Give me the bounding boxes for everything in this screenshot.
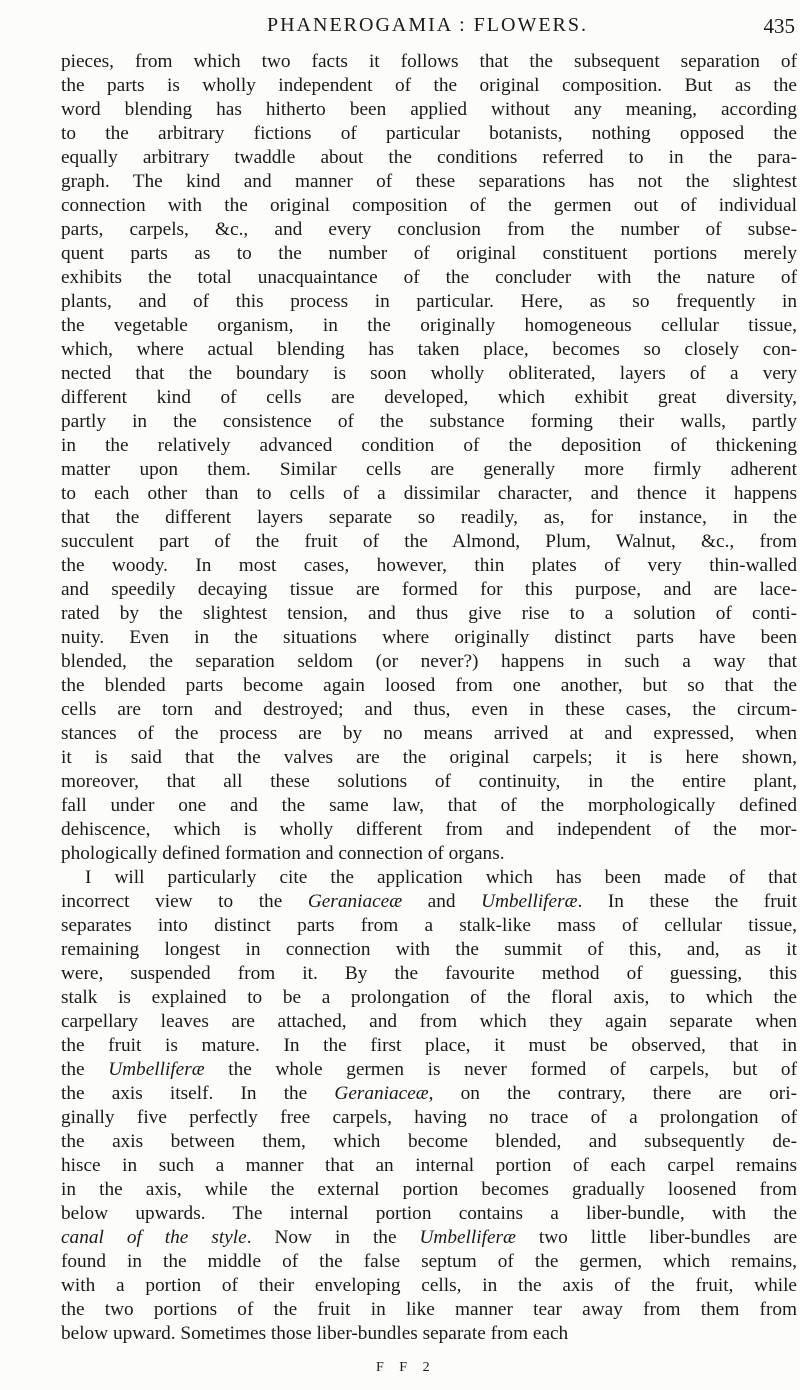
text-line: to the arbitrary fictions of particular botanists, nothing opposed the [61, 123, 797, 144]
text-line: the parts is wholly independent of the original composition. But as the [61, 75, 797, 96]
text-line: were, suspended from it. By the favourite method of guessing, this [61, 963, 797, 984]
text-line: found in the middle of the false septum of the germen, which remains, [61, 1251, 797, 1272]
text-line: ginally five perfectly free carpels, having no trace of a prolongation of [61, 1107, 797, 1128]
text-line: equally arbitrary twaddle about the conditions referred to in the para- [61, 147, 797, 168]
text-line: canal of the style. Now in the Umbelliferæ two little liber-bundles are [61, 1227, 797, 1248]
text-line: remaining longest in connection with the summit of this, and, as it [61, 939, 797, 960]
text-line: the axis between them, which become blended, and subsequently de- [61, 1131, 797, 1152]
text-line: partly in the consistence of the substance forming their walls, partly [61, 411, 797, 432]
text-line: the woody. In most cases, however, thin plates of very thin-walled [61, 555, 797, 576]
text-line: the blended parts become again loosed from one another, but so that the [61, 675, 797, 696]
text-line: nected that the boundary is soon wholly obliterated, layers of a very [61, 363, 797, 384]
text-line: the Umbelliferæ the whole germen is never formed of carpels, but of [61, 1059, 797, 1080]
page-header [60, 10, 795, 50]
text-line: rated by the slightest tension, and thus give rise to a solution of conti- [61, 603, 797, 624]
text-line: pieces, from which two facts it follows that the subsequent separation of [61, 51, 797, 72]
text-line: graph. The kind and manner of these separations has not the slightest [61, 171, 797, 192]
text-line: the axis itself. In the Geraniaceæ, on the contrary, there are ori- [61, 1083, 797, 1104]
text-line: to each other than to cells of a dissimilar character, and thence it happens [61, 483, 797, 504]
text-line: moreover, that all these solutions of continuity, in the entire plant, [61, 771, 797, 792]
text-line: hisce in such a manner that an internal portion of each carpel remains [61, 1155, 797, 1176]
text-line: the fruit is mature. In the first place, it must be observed, that in [61, 1035, 797, 1056]
text-line: exhibits the total unacquaintance of the concluder with the nature of [61, 267, 797, 288]
text-line: quent parts as to the number of original constituent portions merely [61, 243, 797, 264]
running-head: PHANEROGAMIA : FLOWERS. [266, 14, 589, 36]
text-line: I will particularly cite the application which has been made of that [85, 867, 797, 888]
text-line: dehiscence, which is wholly different from and independent of the mor- [61, 819, 797, 840]
page-number: 435 [763, 14, 795, 38]
text-line: the two portions of the fruit in like manner tear away from them from [61, 1299, 797, 1320]
text-line: it is said that the valves are the original carpels; it is here shown, [61, 747, 797, 768]
paragraph [61, 50, 797, 866]
text-line: fall under one and the same law, that of the morphologically defined [61, 795, 797, 816]
text-line: parts, carpels, &c., and every conclusion from the number of subse- [61, 219, 797, 240]
text-line: with a portion of their enveloping cells, in the axis of the fruit, while [61, 1275, 797, 1296]
text-line: in the relatively advanced condition of the deposition of thickening [61, 435, 797, 456]
text-line: below upward. Sometimes those liber-bundles separate from each [61, 1323, 569, 1344]
signature-mark: F F 2 [376, 1360, 436, 1375]
text-line: matter upon them. Similar cells are generally more firmly adherent [61, 459, 797, 480]
text-line: connection with the original composition of the germen out of individual [61, 195, 797, 216]
text-line: succulent part of the fruit of the Almond, Plum, Walnut, &c., from [61, 531, 797, 552]
text-line: stances of the process are by no means arrived at and expressed, when [61, 723, 797, 744]
text-line: and speedily decaying tissue are formed for this purpose, and are lace- [61, 579, 797, 600]
text-line: nuity. Even in the situations where originally distinct parts have been [61, 627, 797, 648]
text-line: blended, the separation seldom (or never?) happens in such a way that [61, 651, 797, 672]
text-line: incorrect view to the Geraniaceæ and Umbelliferæ. In these the fruit [61, 891, 797, 912]
body-text [61, 50, 797, 1346]
text-line: stalk is explained to be a prolongation of the floral axis, to which the [61, 987, 797, 1008]
text-line: plants, and of this process in particular. Here, as so frequently in [61, 291, 797, 312]
text-line: the vegetable organism, in the originally homogeneous cellular tissue, [61, 315, 797, 336]
text-line: different kind of cells are developed, which exhibit great diversity, [61, 387, 797, 408]
paragraph [61, 866, 797, 1346]
text-line: which, where actual blending has taken place, becomes so closely con- [61, 339, 797, 360]
text-line: carpellary leaves are attached, and from which they again separate when [61, 1011, 797, 1032]
text-line: that the different layers separate so readily, as, for instance, in the [61, 507, 797, 528]
text-line: word blending has hitherto been applied without any meaning, according [61, 99, 797, 120]
text-line: below upwards. The internal portion contains a liber-bundle, with the [61, 1203, 797, 1224]
text-line: phologically defined formation and connection of organs. [61, 843, 505, 864]
text-line: in the axis, while the external portion becomes gradually loosened from [61, 1179, 797, 1200]
text-line: cells are torn and destroyed; and thus, even in these cases, the circum- [61, 699, 797, 720]
text-line: separates into distinct parts from a stalk-like mass of cellular tissue, [61, 915, 797, 936]
